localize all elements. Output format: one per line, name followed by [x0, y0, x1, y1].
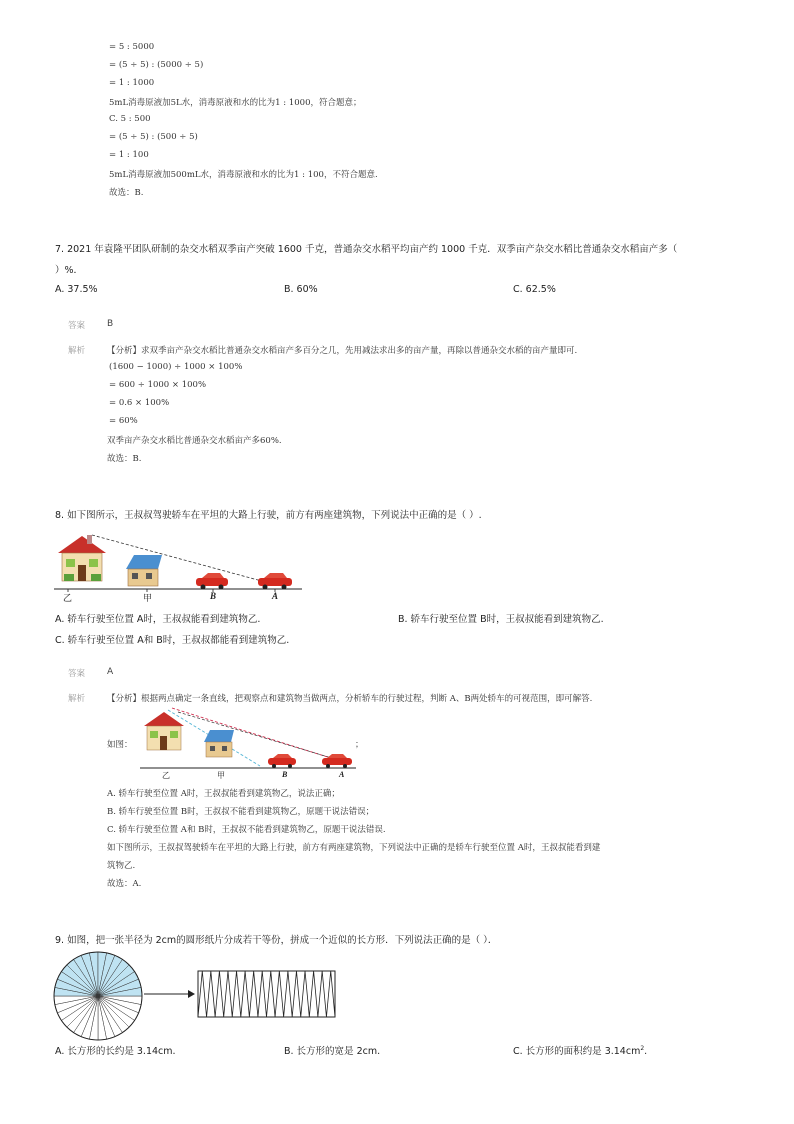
house-yi-icon	[144, 712, 184, 750]
option-b[interactable]: B. 轿车行驶至位置 B时，王叔叔能看到建筑物乙.	[398, 614, 604, 625]
option-a[interactable]: A. 37.5%	[55, 284, 98, 295]
answer-label: 答案	[68, 321, 86, 331]
sight-lines-figure	[140, 706, 360, 778]
option-a[interactable]: A. 长方形的长约是 3.14cm.	[55, 1046, 176, 1057]
label-b: B	[282, 770, 288, 779]
analysis-line: = 60%	[109, 416, 138, 426]
answer-label: 答案	[68, 669, 86, 679]
house-yi-icon	[58, 535, 106, 581]
solution-line: = (5 ÷ 5) : (5000 ÷ 5)	[109, 60, 204, 70]
figure-suffix: ；	[355, 740, 364, 750]
analysis-line: 筑物乙.	[107, 861, 136, 871]
analysis-label: 解析	[68, 346, 86, 356]
option-c-tail: .	[644, 1046, 648, 1057]
label-a: A	[339, 770, 345, 779]
house-jia-icon	[204, 730, 234, 757]
label-jia: 甲	[217, 771, 225, 780]
solution-line: = 1 : 1000	[109, 78, 155, 88]
analysis-line: 如下图所示，王叔叔驾驶轿车在平坦的大路上行驶，前方有两座建筑物，下列说法中正确的是轿车行驶至位置 A时，王叔叔能看到建	[107, 843, 601, 853]
answer-value: A	[107, 667, 114, 677]
zigzag-line	[198, 971, 335, 1017]
solution-line: 故选：B.	[109, 188, 144, 198]
question-stem: 8. 如下图所示，王叔叔驾驶轿车在平坦的大路上行驶，前方有两座建筑物，下列说法中正确的是（ ）.	[55, 510, 482, 521]
analysis-line: 【分析】求双季亩产杂交水稻比普通杂交水稻亩产多百分之几，先用减法求出多的亩产量，再除以普通杂交水稻的亩产量即可.	[107, 346, 578, 356]
solution-line: 5mL消毒原液加500mL水，消毒原液和水的比为1 : 100，不符合题意.	[109, 170, 378, 180]
option-b[interactable]: B. 长方形的宽是 2cm.	[284, 1046, 381, 1057]
solution-line: = 5 : 5000	[109, 42, 155, 52]
analysis-line: A. 轿车行驶至位置 A时，王叔叔能看到建筑物乙，说法正确；	[107, 789, 340, 799]
analysis-line: 双季亩产杂交水稻比普通杂交水稻亩产多60%.	[107, 436, 282, 446]
car-a-icon	[258, 573, 292, 590]
circle-to-rectangle-figure	[52, 952, 342, 1042]
analysis-label: 解析	[68, 694, 86, 704]
solution-line: 5mL消毒原液加5L水，消毒原液和水的比为1 : 1000，符合题意；	[109, 98, 362, 108]
label-yi: 乙	[162, 771, 170, 780]
option-a[interactable]: A. 轿车行驶至位置 A时，王叔叔能看到建筑物乙.	[55, 614, 261, 625]
arrow-right-icon	[144, 990, 195, 998]
analysis-line: (1600 − 1000) ÷ 1000 × 100%	[109, 362, 243, 372]
solution-line: = (5 ÷ 5) : (500 ÷ 5)	[109, 132, 198, 142]
option-c-text: C. 长方形的面积约是 3.14cm	[513, 1046, 641, 1057]
analysis-line: C. 轿车行驶至位置 A和 B时，王叔叔不能看到建筑物乙，原题干说法错误.	[107, 825, 386, 835]
option-c-superscript: 2	[640, 1044, 645, 1052]
analysis-line: 故选：B.	[107, 454, 142, 464]
analysis-line: = 0.6 × 100%	[109, 398, 170, 408]
option-c[interactable]	[513, 1043, 647, 1057]
question-stem-continued: ）%．	[55, 265, 84, 276]
question-stem: 9. 如图，把一张半径为 2cm的圆形纸片分成若干等份，拼成一个近似的长方形．下列说法正确的是（ ）．	[55, 935, 498, 946]
analysis-line: B. 轿车行驶至位置 B时，王叔叔不能看到建筑物乙，原题干说法错误；	[107, 807, 375, 817]
analysis-line: = 600 ÷ 1000 × 100%	[109, 380, 207, 390]
option-c[interactable]: C. 轿车行驶至位置 A和 B时，王叔叔都能看到建筑物乙.	[55, 635, 290, 646]
analysis-line: 故选：A.	[107, 879, 142, 889]
option-c[interactable]: C. 62.5%	[513, 284, 556, 295]
label-jia: 甲	[143, 594, 153, 604]
road-buildings-figure	[54, 529, 304, 603]
car-b-icon	[268, 754, 296, 768]
rectangle-sectors-icon	[198, 971, 335, 1017]
answer-value: B	[107, 319, 114, 329]
figure-prefix: 如图：	[107, 740, 133, 750]
label-yi: 乙	[63, 594, 73, 604]
option-b[interactable]: B. 60%	[284, 284, 318, 295]
house-jia-icon	[126, 555, 162, 586]
question-stem: 7. 2021 年袁隆平团队研制的杂交水稻双季亩产突破 1600 千克，普通杂交水稻平均亩产约 1000 千克．双季亩产杂交水稻比普通杂交水稻亩产多（	[55, 244, 678, 255]
car-b-icon	[196, 573, 228, 590]
analysis-line: 【分析】根据两点确定一条直线，把观察点和建筑物当做两点，分析轿车的行驶过程，判断 A、B两处轿车的可视范围，即可解答.	[107, 694, 593, 704]
car-a-icon	[322, 754, 352, 768]
solution-line: C. 5 : 500	[109, 114, 151, 124]
label-a: A	[272, 591, 279, 601]
solution-line: = 1 : 100	[109, 150, 149, 160]
label-b: B	[210, 591, 217, 601]
